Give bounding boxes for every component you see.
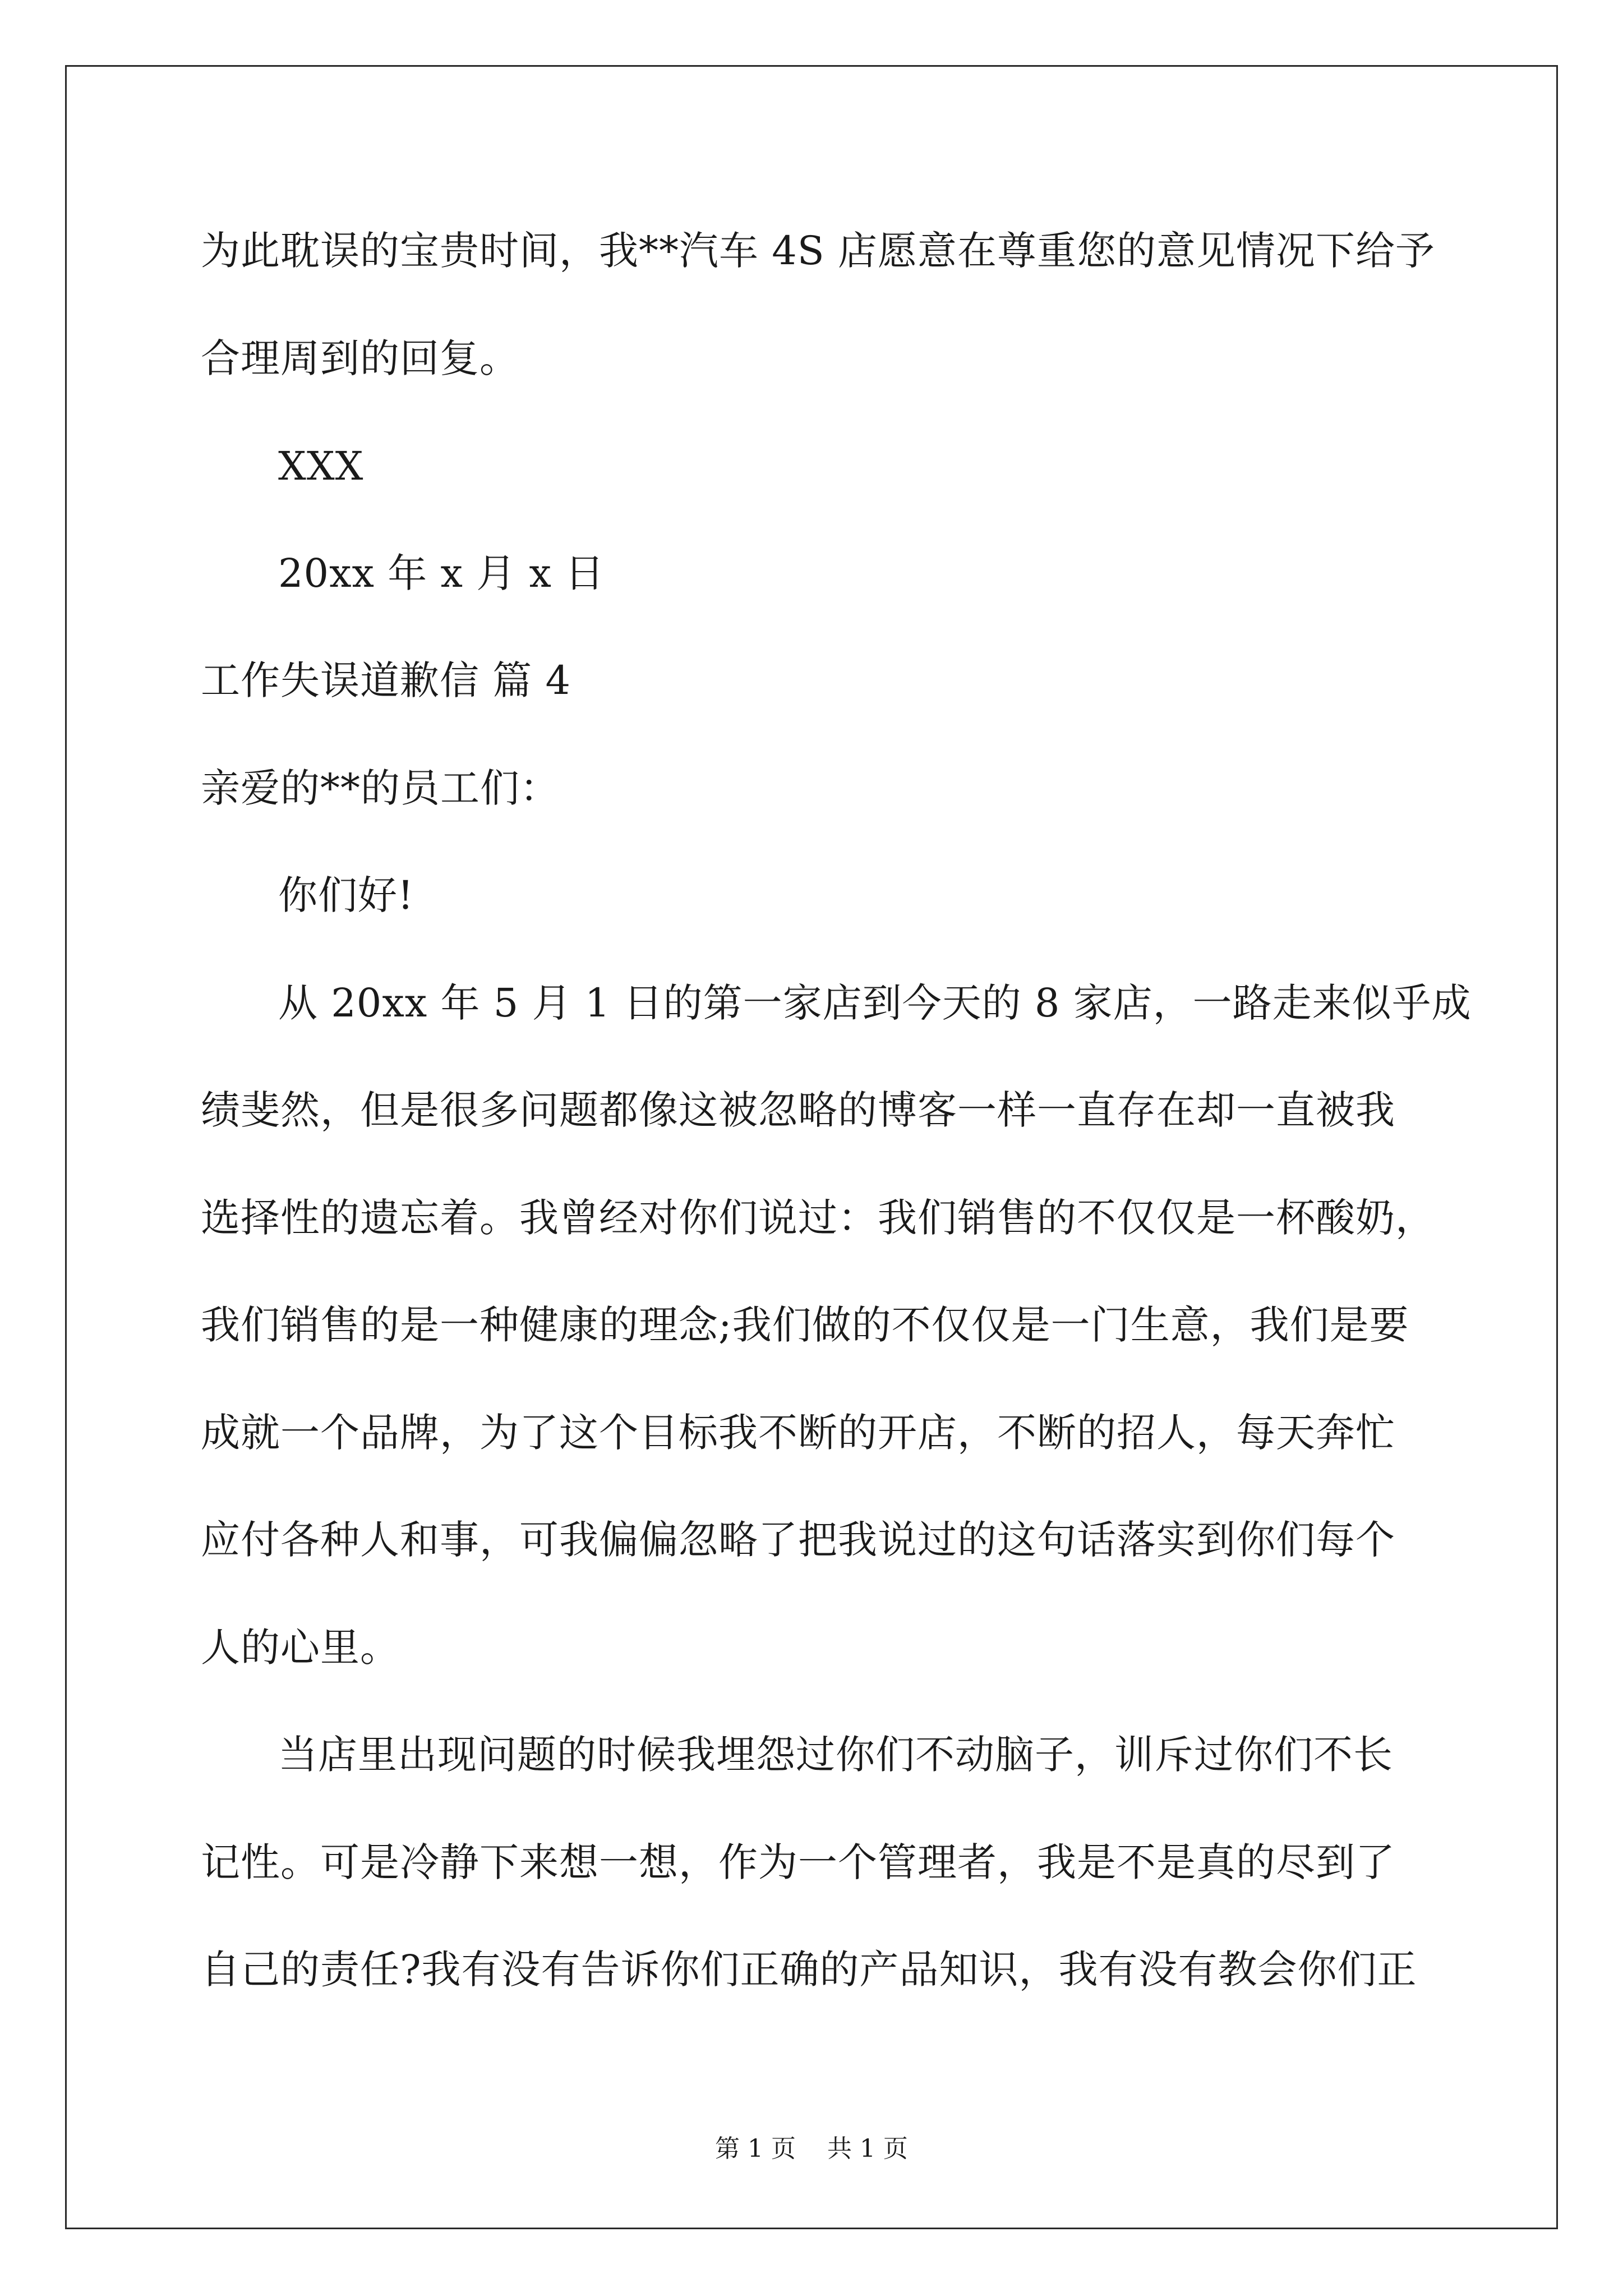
text-line: 我们销售的是一种健康的理念;我们做的不仅仅是一门生意，我们是要	[201, 1302, 1409, 1348]
text-line: 绩斐然，但是很多问题都像这被忽略的博客一样一直存在却一直被我	[201, 1087, 1395, 1133]
text-line: 应付各种人和事，可我偏偏忽略了把我说过的这句话落实到你们每个	[201, 1517, 1395, 1563]
salutation: 亲爱的**的员工们：	[201, 765, 560, 811]
greeting: 你们好!	[278, 872, 414, 918]
text-line: 人的心里。	[201, 1625, 400, 1671]
date-line: 20xx 年 x 月 x 日	[278, 550, 605, 596]
page-footer: 第 1 页 共 1 页	[715, 2134, 908, 2163]
text-line: 从 20xx 年 5 月 1 日的第一家店到今天的 8 家店，一路走来似乎成	[278, 980, 1472, 1026]
text-line: 为此耽误的宝贵时间，我**汽车 4S 店愿意在尊重您的意见情况下给予	[201, 228, 1435, 274]
text-line: 记性。可是冷静下来想一想，作为一个管理者，我是不是真的尽到了	[201, 1839, 1395, 1885]
text-line: 选择性的遗忘着。我曾经对你们说过：我们销售的不仅仅是一杯酸奶，	[201, 1195, 1435, 1241]
text-line: 成就一个品牌，为了这个目标我不断的开店，不断的招人，每天奔忙	[201, 1410, 1395, 1456]
text-line: 合理周到的回复。	[201, 335, 519, 381]
page-border	[65, 65, 1558, 2229]
text-line: 当店里出现问题的时候我埋怨过你们不动脑子，训斥过你们不长	[278, 1732, 1393, 1778]
text-line: 自己的责任?我有没有告诉你们正确的产品知识，我有没有教会你们正	[201, 1947, 1417, 1993]
signature-line: XXX	[278, 443, 364, 489]
section-heading: 工作失误道歉信 篇 4	[201, 657, 571, 703]
